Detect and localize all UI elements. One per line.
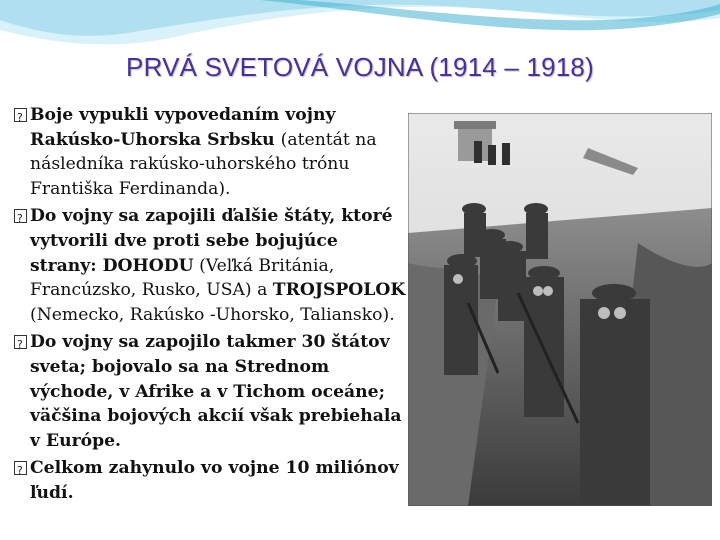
- bullet-1-bold-text: Boje vypukli vypovedaním vojny Rakúsko-Uhorska Srbsku: [30, 105, 336, 150]
- bullet-item-3: [14, 330, 406, 453]
- bullet-1-text: (atentát na následníka rakúsko-uhorského trónu Františka Ferdinanda).: [30, 129, 377, 199]
- bullet-4-text: Celkom zahynulo vo vojne 10 miliónov ľudí.: [30, 458, 399, 503]
- bullet-item-1: [14, 103, 406, 201]
- trench-soldiers-photo: [408, 113, 712, 506]
- bullet-box-icon: [14, 108, 27, 122]
- bullet-box-icon: [14, 335, 27, 349]
- bullet-box-icon: [14, 209, 27, 223]
- bullet-item-2: [14, 204, 406, 327]
- top-wave-decoration: [0, 0, 720, 60]
- bullet-2-trojspolok: TROJSPOLOK: [272, 280, 406, 301]
- bullet-2-bold-text: Do vojny sa zapojili ďalšie štáty, ktoré vytvorili dve proti sebe bojujúce strany:: [30, 206, 393, 276]
- bullet-2-text-b: (Veľká Británia, Francúzsko, Rusko, USA) a: [30, 255, 335, 301]
- bullet-2-text-c: (Nemecko, Rakúsko -Uhorsko, Taliansko).: [30, 304, 395, 325]
- bullet-box-icon: [14, 461, 27, 475]
- bullet-list: [14, 103, 406, 509]
- bullet-2-dohoda: DOHODU: [102, 255, 194, 276]
- slide-title: PRVÁ SVETOVÁ VOJNA (1914 – 1918): [126, 52, 594, 82]
- bullet-item-4: [14, 456, 406, 505]
- bullet-3-text: Do vojny sa zapojilo takmer 30 štátov sveta; bojovalo sa na Strednom východe, v Afrike a v Tichom oceáne; väčšina bojových akcií však prebiehala v Európe.: [30, 332, 402, 451]
